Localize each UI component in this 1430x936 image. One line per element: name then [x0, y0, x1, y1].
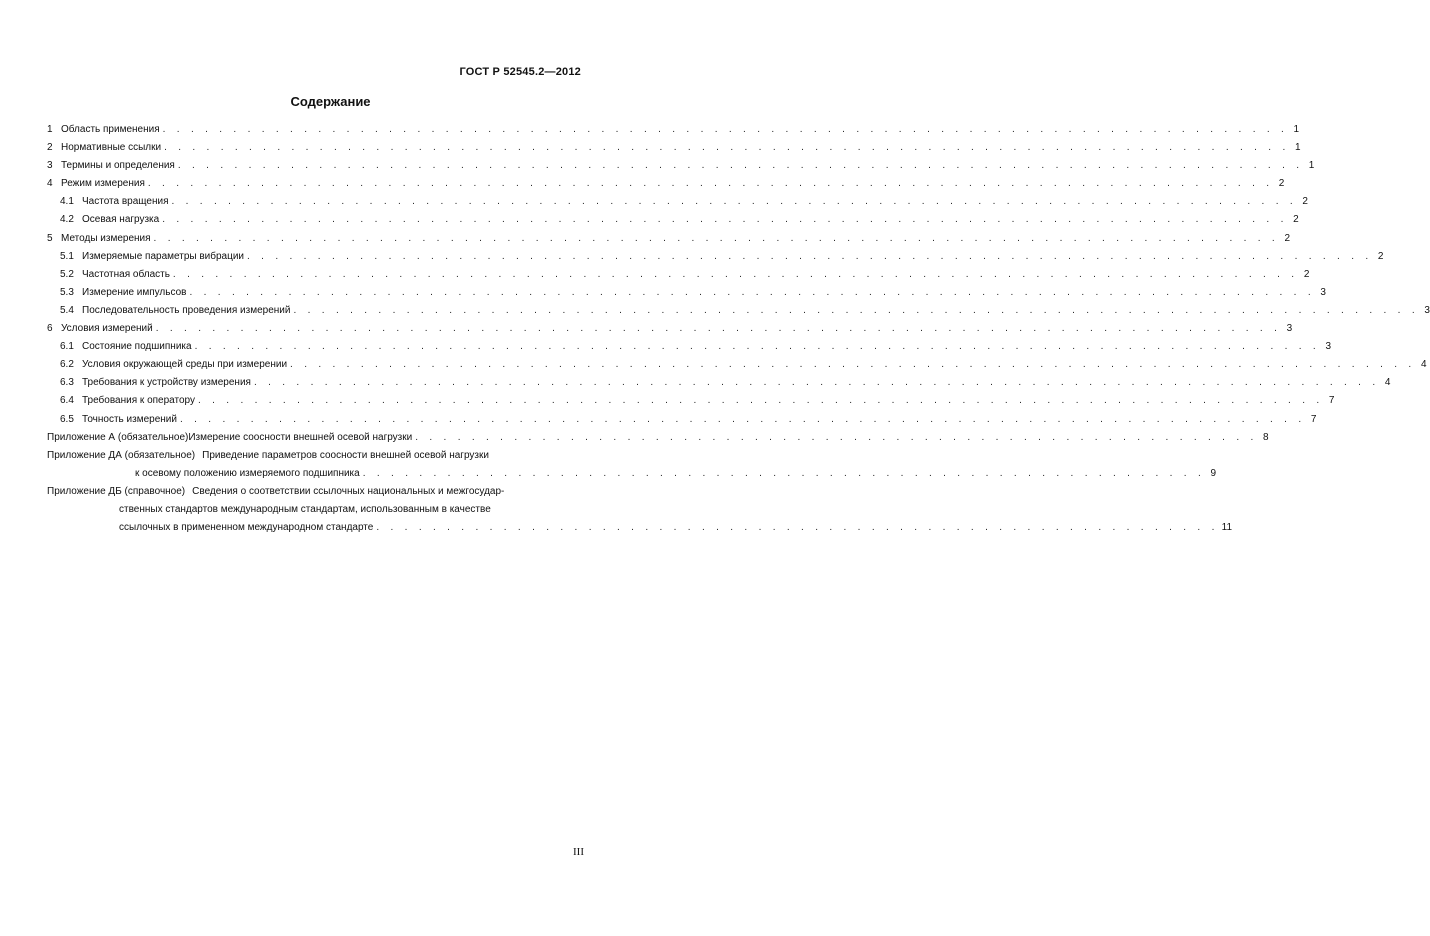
leader-dots: . . . . . . . . . . . . . . . . . . . . . . . . . . . . . . . . . . . . . . . . . . . . . . . . . . . . . . . . . . . .: [376, 522, 1219, 534]
page-number: 2: [1293, 214, 1299, 226]
section-number: 4.1: [60, 196, 74, 208]
section-title: Условия измерений: [61, 323, 153, 335]
leader-dots: . . . . . . . . . . . . . . . . . . . . . . . . . . . . . . . . . . . . . . . . . . . . . . . . . . . . . . . . . . . . . . . . . . . . . . . . . . . . . . . .: [171, 196, 1297, 208]
leader-dots: . . . . . . . . . . . . . . . . . . . . . . . . . . . . . . . . . . . . . . . . . . . . . . . . . . . . . . . . . . . . . . . . . . . . . . . . . . . . . . . .: [177, 160, 1304, 172]
section-title: Условия окружающей среды при измерении: [82, 359, 288, 371]
toc-appendix-db-cont1: [47, 501, 584, 519]
leader-dots: . . . . . . . . . . . . . . . . . . . . . . . . . . . . . . . . . . . . . . . . . . . . . . . . . . . . . . . . . . . .: [415, 431, 1258, 443]
section-title: Последовательность проведения измерений: [82, 304, 291, 316]
appendix-label: Приложение ДА (обязательное): [47, 449, 196, 461]
toc-entry[interactable]: [47, 338, 1332, 356]
section-number: 3: [47, 160, 53, 172]
section-number: 4.2: [60, 214, 74, 226]
leader-dots: . . . . . . . . . . . . . . . . . . . . . . . . . . . . . . . . . . . . . . . . . . . . . . . . . . . . . . . . . . . . . . . . . . . . . . . . . . . . . . . .: [164, 142, 1290, 154]
leader-dots: . . . . . . . . . . . . . . . . . . . . . . . . . . . . . . . . . . . . . . . . . . . . . . . . . . . . . . . . . . . . . . . . . . . . . . . . . . . . . . . .: [155, 323, 1282, 335]
leader-dots: . . . . . . . . . . . . . . . . . . . . . . . . . . . . . . . . . . . . . . . . . . . . . . . . . . . . . . . . . . . . . . . . . . . . . . . . . . . . . . . .: [293, 304, 1419, 316]
toc-entry[interactable]: [47, 157, 1315, 175]
page-number: 2: [1303, 268, 1310, 280]
toc-appendix-da[interactable]: [47, 447, 584, 465]
leader-dots: . . . . . . . . . . . . . . . . . . . . . . . . . . . . . . . . . . . . . . . . . . . . . . . . . . . . . . . . . . . . . . . . . . . . . . . . . . . . . . . .: [179, 413, 1306, 425]
section-number: 6.4: [60, 395, 74, 407]
toc-entry[interactable]: [47, 230, 1290, 248]
toc-entry[interactable]: [47, 284, 1326, 302]
page-number: 4: [1384, 377, 1391, 389]
section-title: Измерение импульсов: [82, 286, 187, 298]
leader-dots: . . . . . . . . . . . . . . . . . . . . . . . . . . . . . . . . . . . . . . . . . . . . . . . . . . . . . . . . . . . .: [362, 467, 1206, 479]
section-number: 5.3: [60, 286, 74, 298]
toc-entry[interactable]: [47, 248, 1384, 266]
page-number: 3: [1325, 341, 1332, 353]
leader-dots: . . . . . . . . . . . . . . . . . . . . . . . . . . . . . . . . . . . . . . . . . . . . . . . . . . . . . . . . . . . . . . . . . . . . . . . . . . . . . . . .: [147, 178, 1274, 190]
section-title: Частотная область: [82, 268, 170, 280]
section-number: 6: [47, 323, 53, 335]
toc-entry[interactable]: [47, 374, 1391, 392]
appendix-title-cont: к осевому положению измеряемого подшипника: [135, 467, 360, 479]
section-number: 6.2: [60, 359, 74, 371]
section-number: 6.3: [60, 377, 74, 389]
section-number: 5.4: [60, 304, 74, 316]
toc-appendix-da-cont[interactable]: [47, 465, 1217, 483]
section-title: Методы измерения: [61, 232, 151, 244]
leader-dots: . . . . . . . . . . . . . . . . . . . . . . . . . . . . . . . . . . . . . . . . . . . . . . . . . . . . . . . . . . . . . . . . . . . . . . . . . . . . . . . .: [162, 214, 1288, 226]
toc-appendix-db[interactable]: [47, 483, 584, 501]
toc-entry[interactable]: [47, 211, 1299, 229]
page-number: 11: [1221, 522, 1233, 534]
toc-title: Содержание: [290, 94, 371, 109]
toc-entry[interactable]: [47, 139, 1301, 157]
leader-dots: . . . . . . . . . . . . . . . . . . . . . . . . . . . . . . . . . . . . . . . . . . . . . . . . . . . . . . . . . . . . . . . . . . . . . . . . . . . . . . . .: [197, 395, 1324, 407]
page-number: 4: [1420, 359, 1427, 371]
leader-dots: . . . . . . . . . . . . . . . . . . . . . . . . . . . . . . . . . . . . . . . . . . . . . . . . . . . . . . . . . . . . . . . . . . . . . . . . . . . . . . . .: [189, 286, 1315, 298]
section-title: Требования к оператору: [82, 395, 195, 407]
page-number: 3: [1286, 323, 1293, 335]
appendix-title: Приведение параметров соосности внешней осевой нагрузки: [202, 449, 489, 461]
page-number: 2: [1284, 232, 1290, 244]
leader-dots: . . . . . . . . . . . . . . . . . . . . . . . . . . . . . . . . . . . . . . . . . . . . . . . . . . . . . . . . . . . . . . . . . . . . . . . . . . . . . . . .: [153, 232, 1279, 244]
leader-dots: . . . . . . . . . . . . . . . . . . . . . . . . . . . . . . . . . . . . . . . . . . . . . . . . . . . . . . . . . . . . . . . . . . . . . . . . . . . . . . . .: [290, 359, 1416, 371]
section-number: 5: [47, 232, 53, 244]
toc-entry[interactable]: [47, 302, 1430, 320]
page-number: 3: [1320, 286, 1326, 298]
appendix-title: Измерение соосности внешней осевой нагрузки: [188, 431, 413, 443]
document-code: ГОСТ Р 52545.2—2012: [459, 66, 581, 78]
section-title: Осевая нагрузка: [82, 214, 160, 226]
section-title: Требования к устройству измерения: [82, 377, 251, 389]
page-number: 1: [1293, 124, 1300, 135]
section-title: Измеряемые параметры вибрации: [82, 250, 244, 262]
appendix-label: Приложение А (обязательное): [47, 431, 189, 443]
leader-dots: . . . . . . . . . . . . . . . . . . . . . . . . . . . . . . . . . . . . . . . . . . . . . . . . . . . . . . . . . . . . . . . . . . . . . . . . . . . . . . . .: [253, 377, 1380, 389]
page-number: 2: [1377, 250, 1384, 262]
toc-entry[interactable]: [47, 392, 1335, 410]
appendix-title-cont: ссылочных в примененном международном стандарте: [119, 522, 374, 534]
section-number: 5.1: [60, 250, 74, 262]
page-number: 9: [1210, 467, 1217, 479]
toc-appendix-db-cont2[interactable]: [47, 519, 1233, 537]
page-number: 1: [1308, 160, 1315, 172]
section-number: 6.1: [60, 341, 74, 353]
section-number: 5.2: [60, 268, 74, 280]
section-title: Режим измерения: [61, 178, 145, 190]
section-number: 4: [47, 178, 53, 190]
page-number: 2: [1302, 196, 1308, 208]
section-title: Область применения: [61, 124, 160, 135]
leader-dots: . . . . . . . . . . . . . . . . . . . . . . . . . . . . . . . . . . . . . . . . . . . . . . . . . . . . . . . . . . . . . . . . . . . . . . . . . . . . . . . .: [162, 124, 1289, 135]
page-number: 7: [1328, 395, 1335, 407]
section-number: 2: [47, 142, 53, 154]
leader-dots: . . . . . . . . . . . . . . . . . . . . . . . . . . . . . . . . . . . . . . . . . . . . . . . . . . . . . . . . . . . . . . . . . . . . . . . . . . . . . . . .: [194, 341, 1321, 353]
section-title: Состояние подшипника: [82, 341, 192, 353]
appendix-title-cont: ственных стандартов международным стандартам, использованным в качестве: [119, 503, 491, 515]
table-of-contents: [47, 121, 1430, 537]
section-title: Частота вращения: [82, 196, 169, 208]
section-number: 1: [47, 124, 53, 135]
toc-entry[interactable]: [47, 356, 1427, 374]
toc-appendix-a[interactable]: [47, 429, 1269, 447]
toc-entry[interactable]: [47, 175, 1285, 193]
page-number: 8: [1263, 431, 1269, 443]
toc-entry[interactable]: [47, 121, 1300, 139]
page-number: 2: [1278, 178, 1285, 190]
leader-dots: . . . . . . . . . . . . . . . . . . . . . . . . . . . . . . . . . . . . . . . . . . . . . . . . . . . . . . . . . . . . . . . . . . . . . . . . . . . . . . . .: [247, 250, 1373, 262]
section-title: Точность измерений: [82, 413, 177, 425]
page-number: 7: [1310, 413, 1317, 425]
toc-entry[interactable]: [47, 193, 1308, 211]
leader-dots: . . . . . . . . . . . . . . . . . . . . . . . . . . . . . . . . . . . . . . . . . . . . . . . . . . . . . . . . . . . . . . . . . . . . . . . . . . . . . . . .: [172, 268, 1299, 280]
section-title: Термины и определения: [61, 160, 175, 172]
section-number: 6.5: [60, 413, 74, 425]
toc-entry[interactable]: [47, 266, 1310, 284]
section-title: Нормативные ссылки: [61, 142, 162, 154]
footer-page-number: III: [573, 846, 584, 858]
toc-entry[interactable]: [47, 320, 1293, 338]
toc-entry[interactable]: [47, 411, 1317, 429]
toc-sections: [47, 121, 1430, 429]
appendix-title: Сведения о соответствии ссылочных национальных и межгосудар-: [192, 485, 505, 497]
appendix-label: Приложение ДБ (справочное): [47, 485, 186, 497]
page-number: 1: [1294, 142, 1301, 154]
page-number: 3: [1424, 304, 1430, 316]
